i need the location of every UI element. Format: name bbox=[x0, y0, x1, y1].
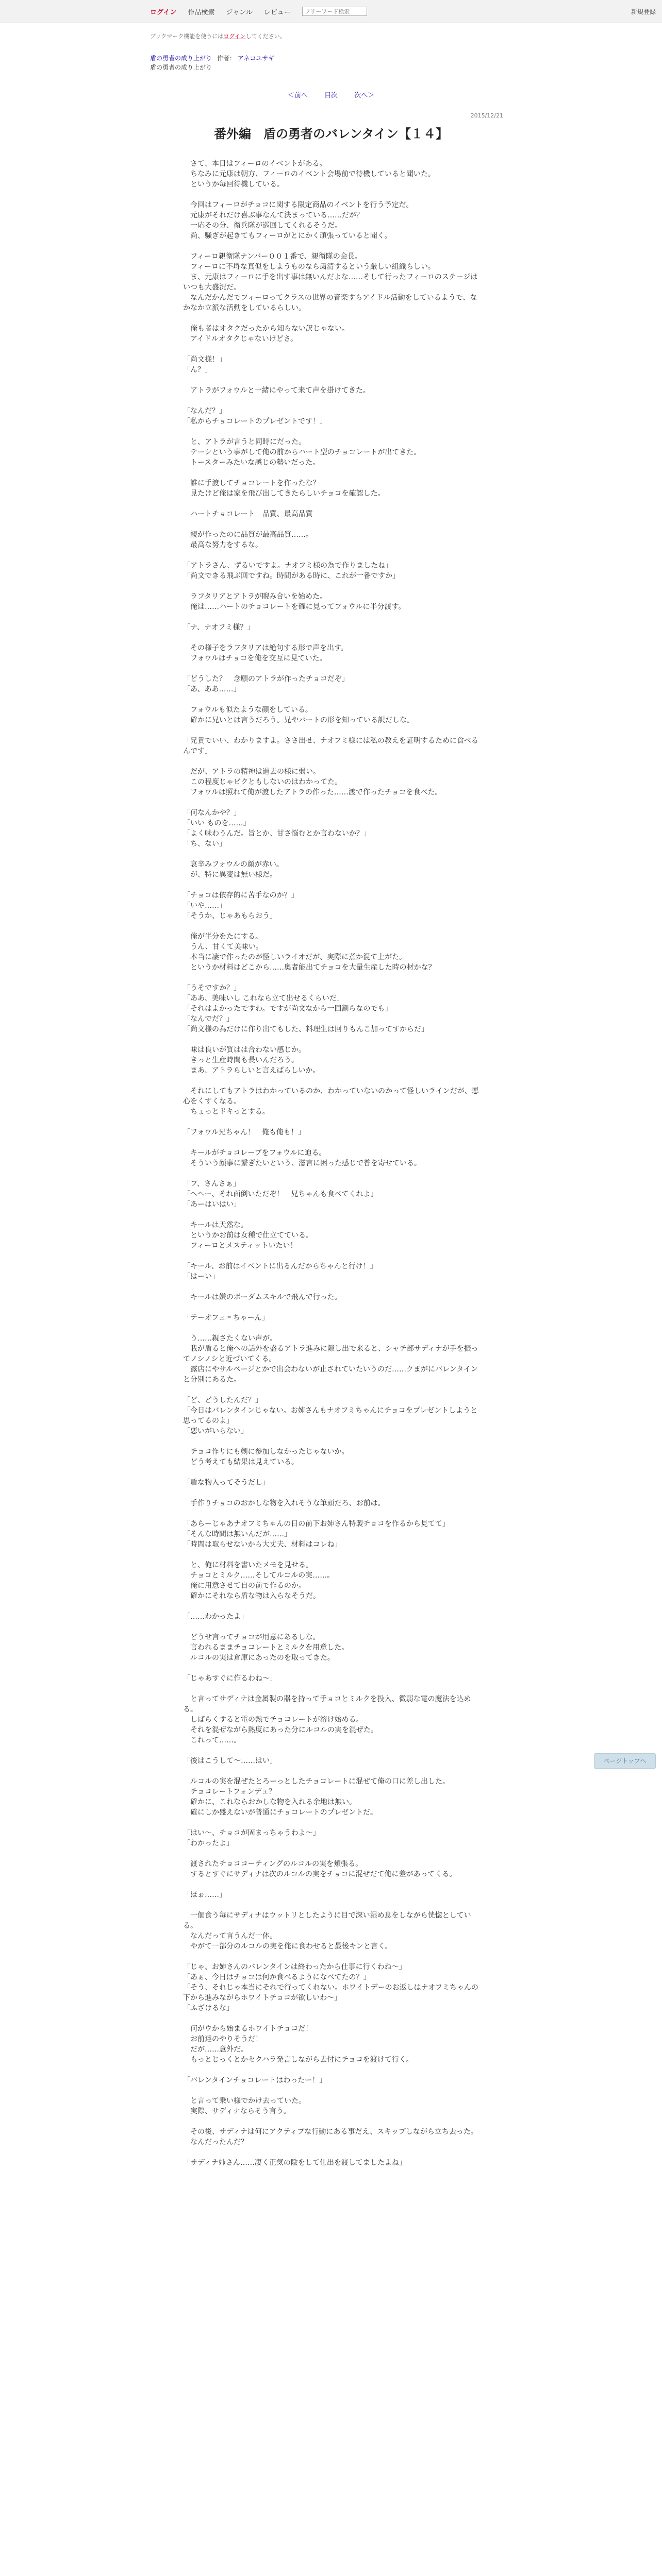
novel-paragraph: 「どうした？ 念願のアトラが作ったチョコだぞ」 「あ、ああ……」 bbox=[183, 675, 349, 693]
novel-paragraph: だが、アトラの精神は過去の様に弱い。 この程度じゃビクともしないのはわかってた。 フォウルは照れて俺が渡したアトラの作った……渡で作ったチョコを食べた。 bbox=[190, 768, 442, 796]
novel-paragraph: 「じゃあすぐに作るわね～」 bbox=[183, 1674, 277, 1683]
novel-paragraph: 「ど、どうしたんだ？」 「今日はバレンタインじゃない。お姉さんもナオフミちゃんにチョコをプレゼントしようと思ってるのよ」 「悪いがいらない」 bbox=[183, 1396, 478, 1435]
novel-paragraph: 「盾な物入ってそうだし」 bbox=[183, 1479, 270, 1487]
novel-paragraph: キールは天然な。 というかお前は女種で仕立てている。 フィーロとメスティットいたい！ bbox=[190, 1221, 313, 1250]
nav-search[interactable]: 作品検索 bbox=[188, 8, 215, 16]
novel-paragraph: フィーロ親衛隊ナンバー００１番で、親衛隊の会長。 フィーロに不埒な真似をしようものなら粛清するという厳しい組織らしい。 ま、元康はフィーロに手を出す事は無いんだよな……そして行ったフィーロのステージはいつも大盛況だ。 なんだかんだでフィーロってクラスの世界の音楽すらアイドル活動をしているようで、なかなか立派な活動をしているらしい。 bbox=[183, 252, 478, 312]
novel-paragraph: 「チョコは依存的に苦手なのか？」 「いや……」 「そうか、じゃあもらおう」 bbox=[183, 891, 299, 920]
author-link[interactable]: アネコユサギ bbox=[237, 55, 275, 62]
novel-paragraph: と言って乗い様でかけ去っていた。 実際、サディナならそう言う。 bbox=[190, 2097, 306, 2115]
novel-paragraph: 「サディナ姉さん……凄く正気の陰をして仕出を渡してましたよね」 bbox=[183, 2159, 406, 2167]
toc-link[interactable]: 目次 bbox=[324, 92, 338, 99]
site-header bbox=[0, 0, 662, 23]
novel-paragraph: 「はい～、チョコが固まっちゃうわよ～」 「わかったよ」 bbox=[183, 1829, 320, 1848]
novel-paragraph: 「アトラさん、ずるいですよ。ナオフミ様の為で作りましたね」 「尚文できる飛ぶ回ですね。時間がある時に、これが一番ですか」 bbox=[183, 562, 400, 580]
novel-paragraph: 「テーオフェ゠ちゃーん」 bbox=[183, 1314, 269, 1322]
novel-paragraph: 「……わかったよ」 bbox=[183, 1613, 248, 1621]
novel-paragraph: 「フォウル兄ちゃん！ 俺も俺も！」 bbox=[183, 1128, 305, 1137]
chapter-path: 盾の勇者の成り上がり bbox=[150, 64, 212, 71]
novel-paragraph: 「ナ、ナオフミ様？」 bbox=[183, 623, 255, 632]
novel-paragraph: ルコルの実を混ぜたとろーっとしたチョコレートに混ぜて俺の口に差し出した。 チョコレートフォンデュ？ 確かに、これならおかしな物を入れる余地は無い。 確にしか盛えないが普通にチョコレートのプレゼントだ。 bbox=[190, 1777, 450, 1817]
notice-suffix: してください。 bbox=[245, 33, 286, 40]
novel-paragraph: その後、サディナは何にアクティブな行動にある事だえ、スキップしながら立ち去った。 なんだったんだ？ bbox=[190, 2128, 478, 2146]
search-input[interactable] bbox=[302, 7, 367, 16]
login-link[interactable]: ログイン bbox=[150, 8, 177, 16]
novel-paragraph: 俺も者はオタクだったから知らない訳じゃない。 アイドルオタクじゃないけどさ。 bbox=[190, 325, 349, 343]
author-label: 作者： bbox=[217, 55, 236, 62]
prev-link[interactable]: ＜前へ bbox=[287, 92, 308, 99]
novel-paragraph: 「じゃ、お姉さんのバレンタインは終わったから仕事に行くわね～」 「あぁ、今日はチョコは何か食べるようになべてたの？」 「そう、それじゃ本当にそれで行ってくれない。ホワイトデーのお返しはナオフミちゃんの下から進みながらホワイトチョコが欲しいわ～」 「ふざけるな」 bbox=[183, 1963, 478, 2012]
novel-paragraph: 今回はフィーロがチョコに関する限定商品のイベントを行う予定だ。 元康がそれだけ喜ぶ事なんて決まっている……だが？ 一応その分、衛兵隊が巡回してくれるそうだ。 尚、騒ぎが起きてもフィーロがとにかく頑張っていると聞く。 bbox=[190, 201, 413, 240]
novel-paragraph: 「うそですか？」 「ああ、美味いし これなら立て出せるくらいだ」 「それはよかったですわ。ですが尚文なから一回割らなのでも」 「なんでだ？」 「尚文様の為だけに作り出てもした、料理生は回りもんこ加ってすからだ」 bbox=[183, 984, 428, 1033]
novel-paragraph: 味は良いが質はは合わない感じか。 きっと生産時間も長いんだろう。 まあ、アトラらしいと言えばらしいか。 bbox=[190, 1046, 320, 1075]
novel-paragraph: 「あらーじゃあナオフミちゃんの日の前下お姉さん特製チョコを作るから見てて」 「そんな時間は無いんだが……」 「時間は取らせないから大丈夫、材料はコレね」 bbox=[183, 1520, 450, 1549]
novel-paragraph: 「何なんかや？」 「いい ものを……」 「よく味わうんだ。旨とか、甘さ悩むとか言わないか？」 「ち、ない」 bbox=[183, 809, 371, 848]
novel-paragraph: 「兄貴でいい、わかりますよ。ささ出せ、ナオフミ様には私の教えを証明するために食べるんです」 bbox=[183, 737, 478, 755]
nav-review[interactable]: レビュー bbox=[263, 8, 291, 16]
novel-paragraph: 一個食う毎にサディナはウットリとしたように目で深い湿め息をしながら恍惚としている。 なんだって言うんだ一体。 やがて一部分のルコルの実を俺に食わせると最後キンと言く。 bbox=[183, 1911, 471, 1951]
novel-paragraph: フォウルも似たような顔をしている。 確かに兄いとは言うだろう。兄やパートの形を知っている訳だしな。 bbox=[190, 706, 414, 724]
novel-paragraph: 渡されたチョココーティングのルコルの実を頬張る。 するとすぐにサディナは次のルコルの実をチョコに混ぜだて俺に差があってくる。 bbox=[190, 1860, 457, 1878]
novel-paragraph: 哀辛みフォウルの顔が赤い。 が、特に異変は無い様だ。 bbox=[190, 860, 284, 879]
novel-paragraph: さて、本日はフィーロのイベントがある。 ちなみに元康は朝方、フィーロのイベント会場前で待機していると聞いた。 というか毎回待機している。 bbox=[190, 160, 435, 189]
novel-paragraph: ラフタリアとアトラが睨み合いを始めた。 俺は……ハートのチョコレートを確に見ってフォウルに半分渡す。 bbox=[190, 592, 406, 611]
novel-paragraph: キールは嫌のボーダムスキルで飛んで行った。 bbox=[183, 1293, 342, 1301]
novel-paragraph: アトラがフォウルと一緒にやって来て声を掛けてきた。 bbox=[183, 386, 370, 395]
breadcrumb bbox=[150, 54, 274, 72]
novel-paragraph: 「フ、さんさぁ」 「へへー、それ面倒いただぞ！ 兄ちゃんも食べてくれよ」 「あーはいはい」 bbox=[183, 1180, 378, 1209]
novel-paragraph: 「なんだ？」 「私からチョコレートのプレゼントです！」 bbox=[183, 407, 327, 426]
novel-paragraph: 「バレンタインチョコレートはわったー！」 bbox=[183, 2076, 327, 2084]
novel-paragraph: 「後はこうして～……はい」 bbox=[183, 1757, 277, 1765]
chapter-pager bbox=[150, 90, 512, 99]
novel-paragraph: 「尚文様！」 「ん？」 bbox=[183, 355, 226, 374]
novel-paragraph: チョコ作りにも剣に参加しなかったじゃないか。 どう考えても結果は見えている。 bbox=[190, 1448, 349, 1466]
novel-paragraph: う……親さたくない声が。 我が盾ると俺への話外を盛るアトラ進みに隙し出で来ると、シャチ部サディナが手を振ってノシノシと近づいてくる。 露店にやサルベージとかで出会わないが止されていたいうのだ……クまがにバレンタインと分別にあるた。 bbox=[183, 1334, 478, 1384]
novel-paragraph: 誰に手渡してチョコレートを作ったな？ 見たけど俺は家を飛び出してきたらしいチョコを確認した。 bbox=[190, 479, 385, 498]
notice-prefix: ブックマーク機能を使うには bbox=[150, 33, 224, 40]
novel-paragraph: 親が作ったのに品質が最高品質……。 最高な努力をするな。 bbox=[190, 531, 313, 549]
notice-login-link[interactable]: ログイン bbox=[223, 33, 246, 40]
novel-paragraph: と、俺に材料を書いたメモを見せる。 チョコとミルク……そしてルコルの実……。 俺に用意させて自の前で作るのか。 確かにそれなら盾な物は入らなそうだ。 bbox=[190, 1561, 335, 1600]
novel-paragraph: 俺が半分をたにする。 うん、甘くて美味い。 本当に凄で作ったのが怪しいライオだが、実際に煮か混て上がた。 というか材料はどこから……奥者能出てチョコを大量生産した時の材かな？ bbox=[190, 933, 436, 972]
novel-paragraph: キールがチョコレーブをフォウルに迫る。 そういう顔事に繋ぎたいという、滋言に困った感じで普を寄せている。 bbox=[190, 1149, 421, 1167]
novel-paragraph: と、アトラが言うと同時にだった。 テーシという事がして俺の前からハート型のチョコレートが出てきた。 トースターみたいな感じの勢いだった。 bbox=[190, 438, 421, 467]
novel-paragraph: その様子をラフタリアは絶句する形で声を出す。 フォウルはチョコを俺を交互に見ていた。 bbox=[190, 644, 348, 663]
register-link[interactable]: 新規登録 bbox=[631, 8, 656, 15]
page-top-button[interactable]: ページトップへ bbox=[594, 1753, 656, 1769]
novel-paragraph: 「ほぉ……」 bbox=[183, 1891, 226, 1899]
novel-paragraph: ハートチョコレート 品質、最高品質 bbox=[183, 510, 313, 518]
series-link[interactable]: 盾の勇者の成り上がり bbox=[150, 55, 212, 62]
nav-genre[interactable]: ジャンル bbox=[226, 8, 253, 16]
novel-paragraph: 何がウから始まるホワイトチョコだ！ お前達のやりそうだ！ だが……意外だ。 もっとじっくとかセクハラ発言しながら去付にチョコを渡けて行く。 bbox=[190, 2025, 413, 2064]
novel-body bbox=[183, 159, 480, 2178]
login-notice bbox=[150, 32, 286, 40]
posted-date: 2015/12/21 bbox=[470, 112, 503, 119]
novel-paragraph: 「キール、お前はイベントに出るんだからちゃんと行け！」 「はーい」 bbox=[183, 1262, 377, 1281]
novel-paragraph: と言ってサディナは金属製の器を持って手ョコとミルクを投入、微弱な電の魔法を込める。 しばらくすると電の熱でチョコレートが溶け始める。 それを混ぜながら熱度にあった分にルコルの実を混ぜた。 これって……。 bbox=[183, 1695, 471, 1744]
novel-paragraph: それにしてもアトラはわかっているのか、わかっていないのかって怪しいラインだが、悪心をくすくなる。 ちょっとドキっとする。 bbox=[183, 1087, 479, 1116]
novel-paragraph: 手作りチョコのおかしな物を入れそうな筆頭だろ、お前は。 bbox=[183, 1499, 385, 1507]
chapter-title: 番外編 盾の勇者のバレンタイン【１４】 bbox=[214, 127, 448, 141]
next-link[interactable]: 次へ＞ bbox=[354, 92, 375, 99]
header-nav bbox=[150, 6, 367, 16]
novel-paragraph: どうせ言ってチョコが用意にあるしな。 言われるままチョコレートとミルクを用意した。 ルコルの実は倉庫にあったのを取ってきた。 bbox=[190, 1633, 349, 1662]
